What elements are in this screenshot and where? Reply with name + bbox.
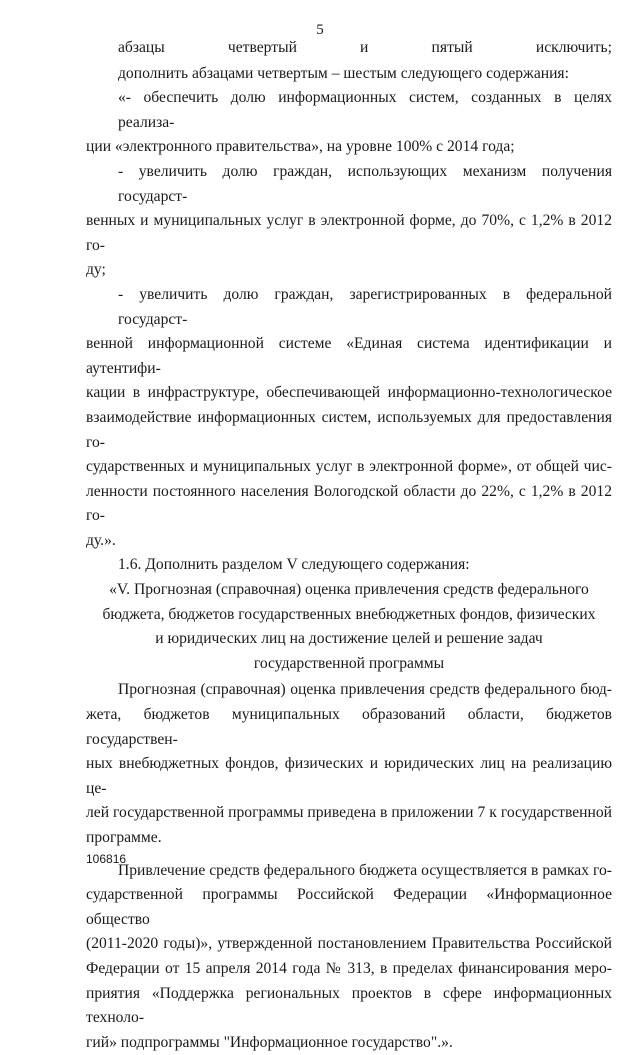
text-line: абзацы четвертый и пятый исключить; [118,39,612,56]
text-line: ду; [86,261,106,279]
text-line: - увеличить долю граждан, использующих механизм получения государст- [118,162,612,205]
section-heading-line: «V. Прогнозная (справочная) оценка привлечения средств федерального [109,581,589,599]
footer-code: 106816 [86,852,127,866]
text-line: Федерации от 15 апреля 2014 года № 313, в пределах финансирования меро- [86,959,612,977]
text-line: программе. [86,829,162,846]
text-line: венных и муниципальных услуг в электронной форме, до 70%, с 1,2% в 2012 го- [86,212,612,254]
text-line: венной информационной системе «Единая система идентификации и аутентифи- [86,335,612,377]
text-line: жета, бюджетов муниципальных образований области, бюджетов государствен- [86,706,612,748]
text-line: приятия «Поддержка региональных проектов в сфере информационных техноло- [86,984,612,1027]
text-line: «- обеспечить долю информационных систем, созданных в целях реализа- [118,89,612,131]
text-line: - увеличить долю граждан, зарегистрированных в федеральной государст- [118,285,612,328]
text-line: сударственных и муниципальных услуг в электронной форме», от общей чис- [86,458,612,476]
text-line: ленности постоянного населения Вологодской области до 22%, с 1,2% в 2012 го- [86,482,612,525]
text-line: гий» подпрограммы "Информационное государство".». [86,1033,453,1051]
section-heading-line: государственной программы [253,654,445,672]
text-line: Прогнозная (справочная) оценка привлечения средств федерального бюд- [118,681,612,699]
text-line: дополнить абзацами четвертым – шестым следующего содержания: [118,64,569,82]
section-heading-line: и юридических лиц на достижение целей и решение задач [155,630,543,648]
text-line: Привлечение средств федерального бюджета осуществляется в рамках го- [118,861,612,879]
text-line: ных внебюджетных фондов, физических и юридических лиц на реализацию це- [86,755,612,797]
section-heading-line: бюджета, бюджетов государственных внебюджетных фондов, физических [102,605,596,623]
text-line: ции «электронного правительства», на уровне 100% с 2014 года; [86,138,515,156]
text-line: взаимодействие информационных систем, используемых для предоставления го- [86,408,612,451]
text-line: 1.6. Дополнить разделом V следующего содержания: [118,556,470,574]
text-line: ду.». [86,531,116,549]
page-number: 5 [316,22,324,38]
text-line: лей государственной программы приведена в приложении 7 к государственной [86,804,612,822]
text-line: сударственной программы Российской Федерации «Информационное общество [86,886,612,928]
text-line: кации в инфраструктуре, обеспечивающей информационно-технологическое [86,384,612,402]
text-line: (2011-2020 годы)», утвержденной постановлением Правительства Российской [86,935,612,953]
